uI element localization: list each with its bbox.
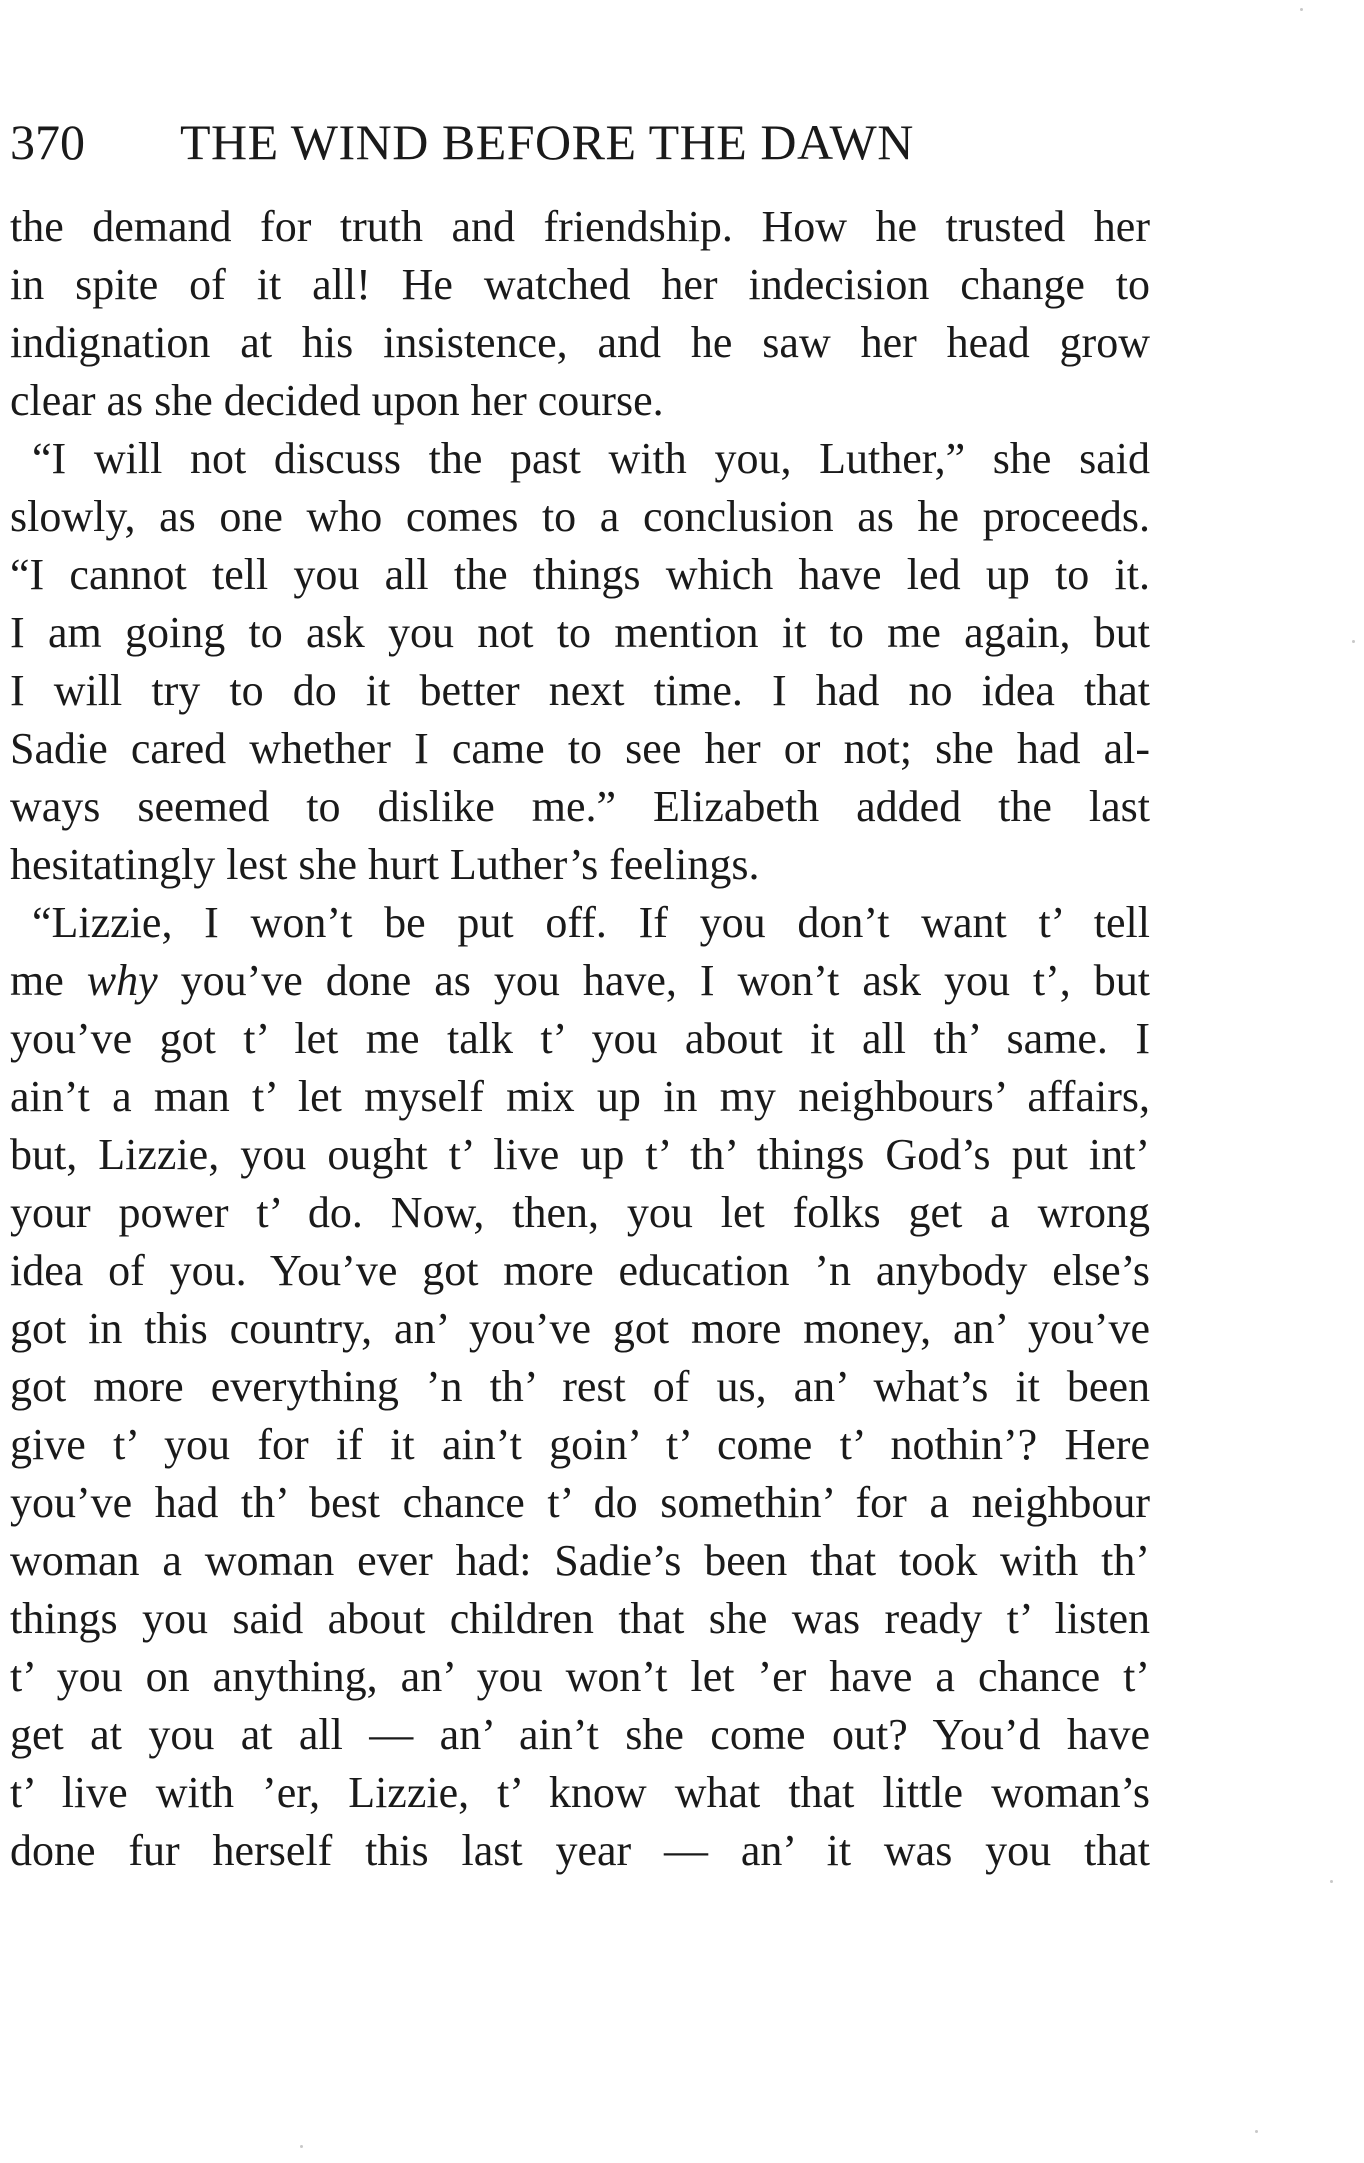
text-line: got more everything ’n th’ rest of us, an’ what’s it been (10, 1362, 1150, 1411)
running-head (10, 112, 1150, 172)
text-line: you’ve got t’ let me talk t’ you about it all th’ same. I (10, 1014, 1150, 1063)
text-line: ways seemed to dislike me.” Elizabeth added the last (10, 782, 1150, 831)
body-text (10, 198, 1150, 1880)
text-line: t’ you on anything, an’ you won’t let ’er have a chance t’ (10, 1652, 1150, 1701)
paper-speck (1352, 640, 1355, 643)
text-line: “I will not discuss the past with you, Luther,” she said (32, 434, 1150, 483)
text-line: I am going to ask you not to mention it to me again, but (10, 608, 1150, 657)
text-line: idea of you. You’ve got more education ’n anybody else’s (10, 1246, 1150, 1295)
text-line: in spite of it all! He watched her indecision change to (10, 260, 1150, 309)
page-number: 370 (10, 114, 85, 170)
paper-speck (1330, 1880, 1333, 1883)
text-line: hesitatingly lest she hurt Luther’s feelings. (10, 840, 760, 889)
text-line: got in this country, an’ you’ve got more money, an’ you’ve (10, 1304, 1150, 1353)
text-line: “I cannot tell you all the things which have led up to it. (10, 550, 1150, 599)
running-title: THE WIND BEFORE THE DAWN (180, 114, 914, 170)
text-line: you’ve had th’ best chance t’ do somethin’ for a neighbour (10, 1478, 1150, 1527)
text-line: your power t’ do. Now, then, you let folks get a wrong (10, 1188, 1150, 1237)
text-line: get at you at all — an’ ain’t she come out? You’d have (10, 1710, 1150, 1759)
text-line: slowly, as one who comes to a conclusion as he proceeds. (10, 492, 1150, 541)
text-line: “Lizzie, I won’t be put off. If you don’t want t’ tell (32, 898, 1150, 947)
text-line: done fur herself this last year — an’ it was you that (10, 1826, 1150, 1875)
emphasized-word: why (86, 956, 158, 1005)
paper-speck (300, 2145, 303, 2148)
text-line: I will try to do it better next time. I had no idea that (10, 666, 1150, 715)
text-line: the demand for truth and friendship. How he trusted her (10, 202, 1150, 251)
text-line: clear as she decided upon her course. (10, 376, 664, 425)
paper-speck (1255, 2130, 1258, 2133)
text-line: indignation at his insistence, and he saw her head grow (10, 318, 1150, 367)
text-line-with-emphasis (10, 952, 1150, 1010)
line-segment: you’ve done as you have, I won’t ask you t’, but (157, 956, 1150, 1005)
text-line: give t’ you for if it ain’t goin’ t’ come t’ nothin’? Here (10, 1420, 1150, 1469)
text-line: t’ live with ’er, Lizzie, t’ know what that little woman’s (10, 1768, 1150, 1817)
text-line: Sadie cared whether I came to see her or not; she had al- (10, 724, 1150, 773)
line-segment: me (10, 956, 87, 1005)
text-line: things you said about children that she was ready t’ listen (10, 1594, 1150, 1643)
text-line: woman a woman ever had: Sadie’s been that took with th’ (10, 1536, 1150, 1585)
text-line: but, Lizzie, you ought t’ live up t’ th’ things God’s put int’ (10, 1130, 1150, 1179)
text-line: ain’t a man t’ let myself mix up in my neighbours’ affairs, (10, 1072, 1150, 1121)
paper-speck (1300, 8, 1303, 11)
